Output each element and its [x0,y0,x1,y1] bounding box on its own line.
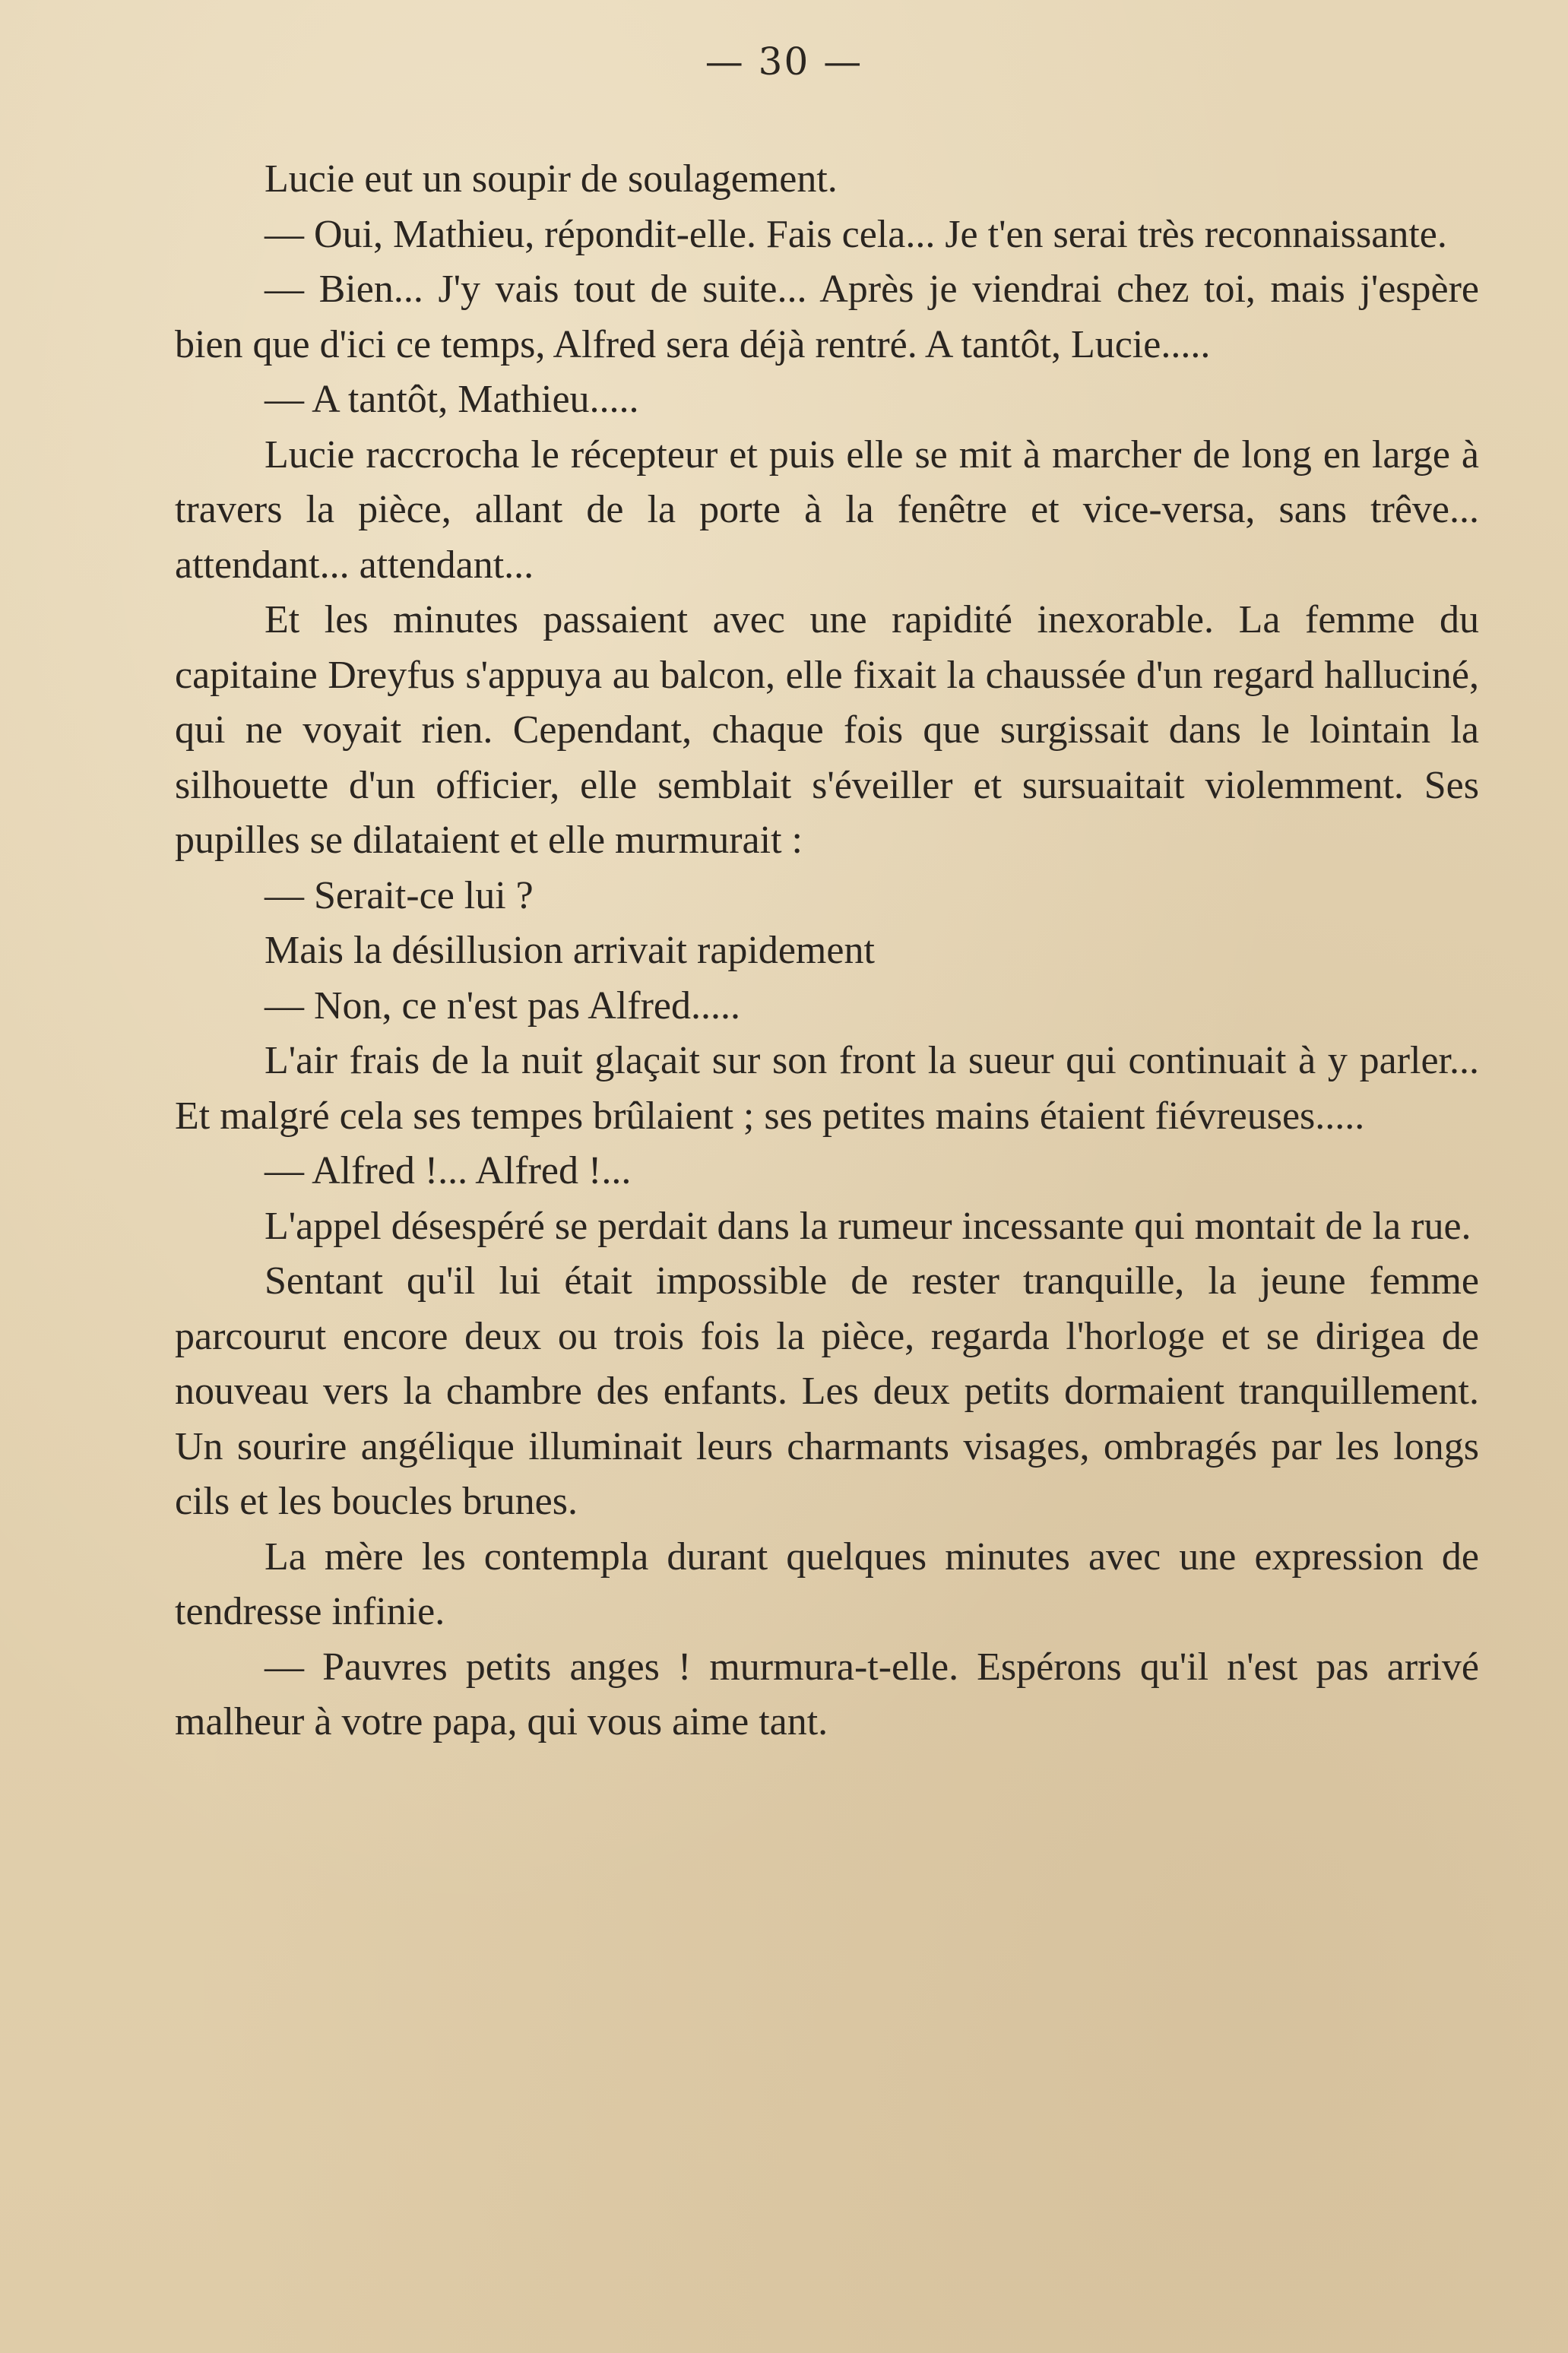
paragraph: — Oui, Mathieu, répondit-elle. Fais cela... Je t'en serai très reconnaissante. [265,212,1447,256]
paragraph: — Alfred !... Alfred !... [265,1149,632,1192]
paragraph: L'appel désespéré se perdait dans la rumeur incessante qui montait de la rue. [265,1204,1471,1248]
paragraph: L'air frais de la nuit glaçait sur son front la sueur qui continuait à y parler... Et malgré cela ses tempes brûlaient ; ses petites mains étaient fiévreuses..... [175,1039,1479,1138]
paragraph: — Non, ce n'est pas Alfred..... [265,983,741,1028]
paragraph: Lucie raccrocha le récepteur et puis elle se mit à marcher de long en large à travers la pièce, allant de la porte à la fenêtre et vice-versa, sans trêve... attendant... attendant... [175,432,1479,587]
body-text [175,152,1479,1750]
paragraph: Mais la désillusion arrivait rapidement [265,929,875,972]
paragraph: Et les minutes passaient avec une rapidité inexorable. La femme du capitaine Dreyfus s'appuya au balcon, elle fixait la chaussée d'un regard halluciné, qui ne voyait rien. Cependant, chaque fois que surgissait dans le lointain la silhouette d'un officier, elle semblait s'éveiller et sursuaitait violemment. Ses pupilles se dilataient et elle murmurait : [175,598,1479,862]
paragraph: Sentant qu'il lui était impossible de rester tranquille, la jeune femme parcourut encore deux ou trois fois la pièce, regarda l'horloge et se dirigea de nouveau vers la chambre des enfants. Les deux petits dormaient tranquillement. Un sourire angélique illuminait leurs charmants visages, ombragés par les longs cils et les boucles brunes. [175,1259,1479,1523]
paragraph: La mère les contempla durant quelques minutes avec une expression de tendresse infinie. [175,1534,1479,1633]
page-number: — 30 — [705,40,863,84]
paragraph: — Serait-ce lui ? [265,873,534,917]
paragraph: — A tantôt, Mathieu..... [265,378,639,421]
paragraph: — Bien... J'y vais tout de suite... Après je viendrai chez toi, mais j'espère bien que d'ici ce temps, Alfred sera déjà rentré. A tantôt, Lucie..... [175,268,1479,366]
paragraph: — Pauvres petits anges ! murmura-t-elle. Espérons qu'il n'est pas arrivé malheur à votre papa, qui vous aime tant. [175,1645,1479,1743]
paragraph: Lucie eut un soupir de soulagement. [265,157,838,201]
